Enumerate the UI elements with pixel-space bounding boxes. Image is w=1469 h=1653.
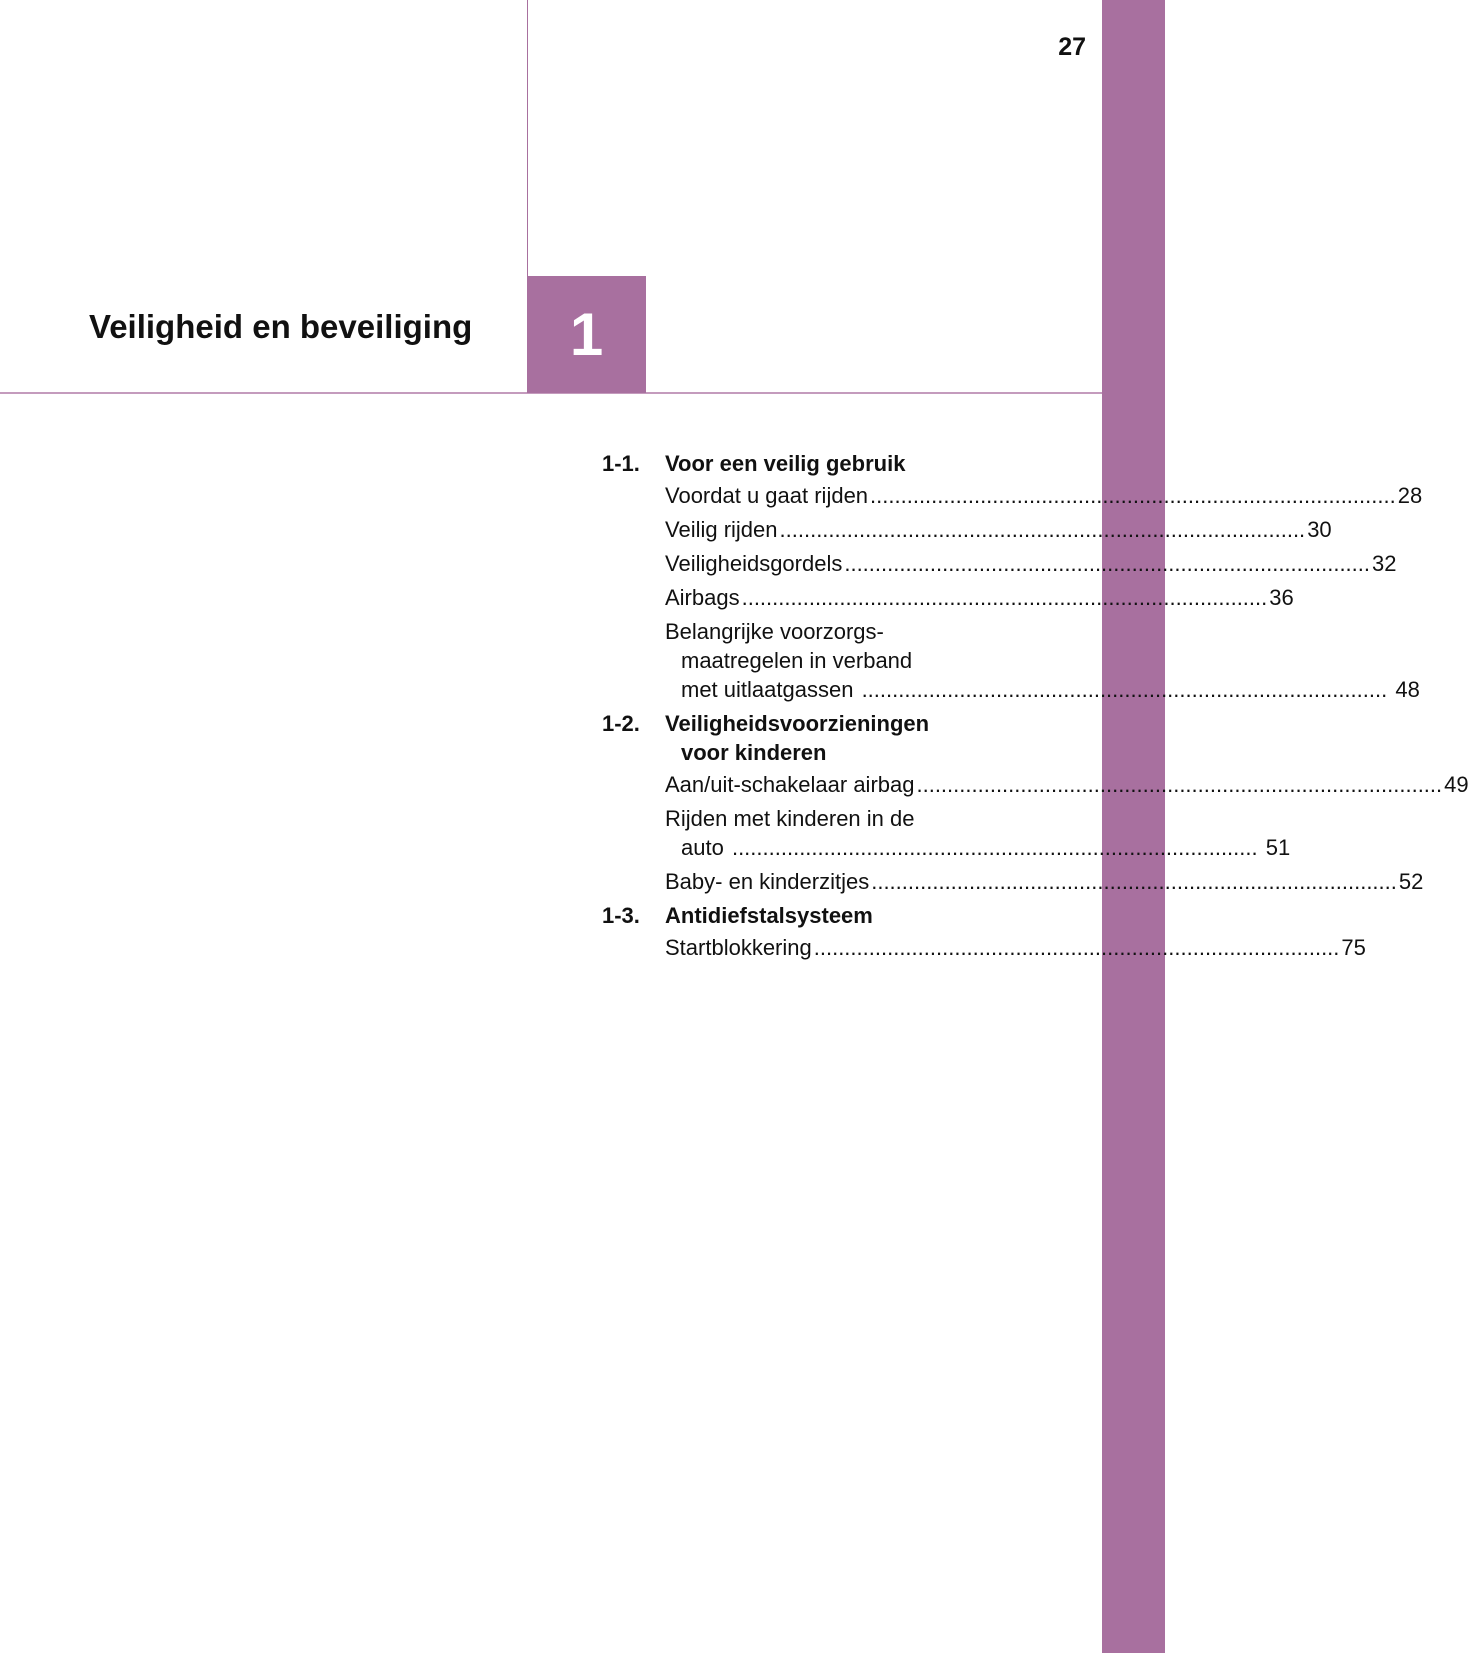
toc-entry[interactable] [665, 583, 1294, 612]
toc-section-1-2[interactable] [602, 709, 1027, 767]
dot-leader [732, 835, 1258, 860]
section-title: Voor een veilig gebruik [665, 451, 906, 476]
entry-title: Aan/uit-schakelaar airbag [665, 772, 915, 797]
entry-title-last-line [665, 833, 1291, 862]
entry-title-line: maatregelen in verband [681, 648, 913, 673]
entry-page: 36 [1269, 585, 1294, 610]
entry-title: Voordat u gaat rijden [665, 483, 869, 508]
entry-title: Airbags [665, 585, 740, 610]
dot-leader [814, 933, 1340, 962]
entry-title-line: Rijden met kinderen in de [665, 806, 915, 831]
entry-page: 49 [1444, 772, 1469, 797]
section-title-line: voor kinderen [681, 740, 827, 765]
dot-leader [870, 481, 1396, 510]
toc-entry[interactable] [665, 617, 1420, 704]
entry-page: 48 [1395, 677, 1420, 702]
table-of-contents [602, 449, 1469, 967]
entry-title-line: auto [681, 835, 724, 860]
toc-section-1-3[interactable] [602, 901, 1027, 930]
entry-title-last-line [665, 675, 1420, 704]
vertical-divider [527, 0, 528, 276]
entry-page: 75 [1341, 935, 1366, 960]
dot-leader [916, 770, 1442, 799]
entry-title: Veiligheidsgordels [665, 551, 843, 576]
toc-entry[interactable] [665, 867, 1424, 896]
section-number: 1-1. [602, 451, 640, 476]
toc-section-1-1[interactable] [602, 449, 1027, 478]
section-title [665, 709, 1027, 767]
chapter-title: Veiligheid en beveiliging [89, 308, 473, 345]
section-title-line: Veiligheidsvoorzieningen [665, 711, 930, 736]
page-number: 27 [1058, 33, 1086, 61]
section-number: 1-3. [602, 903, 640, 928]
toc-entry[interactable] [665, 804, 1291, 862]
entry-page: 30 [1307, 517, 1332, 542]
dot-leader [844, 549, 1370, 578]
entry-title-line: Belangrijke voorzorgs- [665, 619, 884, 644]
section-title: Antidiefstalsysteem [665, 903, 873, 928]
section-number: 1-2. [602, 711, 640, 736]
toc-entry[interactable] [665, 933, 1366, 962]
dot-leader [862, 677, 1388, 702]
dot-leader [871, 867, 1397, 896]
toc-entry[interactable] [665, 481, 1423, 510]
entry-page: 52 [1398, 869, 1424, 894]
entry-page: 28 [1397, 483, 1423, 508]
chapter-number-box: 1 [527, 276, 646, 393]
entry-title: Veilig rijden [665, 517, 778, 542]
entry-title-line: met uitlaatgassen [681, 677, 854, 702]
entry-page: 32 [1372, 551, 1397, 576]
entry-title: Baby- en kinderzitjes [665, 869, 870, 894]
dot-leader [742, 583, 1268, 612]
toc-entry[interactable] [665, 515, 1332, 544]
entry-page: 51 [1265, 835, 1291, 860]
toc-entry[interactable] [665, 549, 1397, 578]
toc-entry[interactable] [665, 770, 1469, 799]
side-tab-bar [1102, 0, 1165, 1653]
entry-title: Startblokkering [665, 935, 812, 960]
dot-leader [780, 515, 1306, 544]
